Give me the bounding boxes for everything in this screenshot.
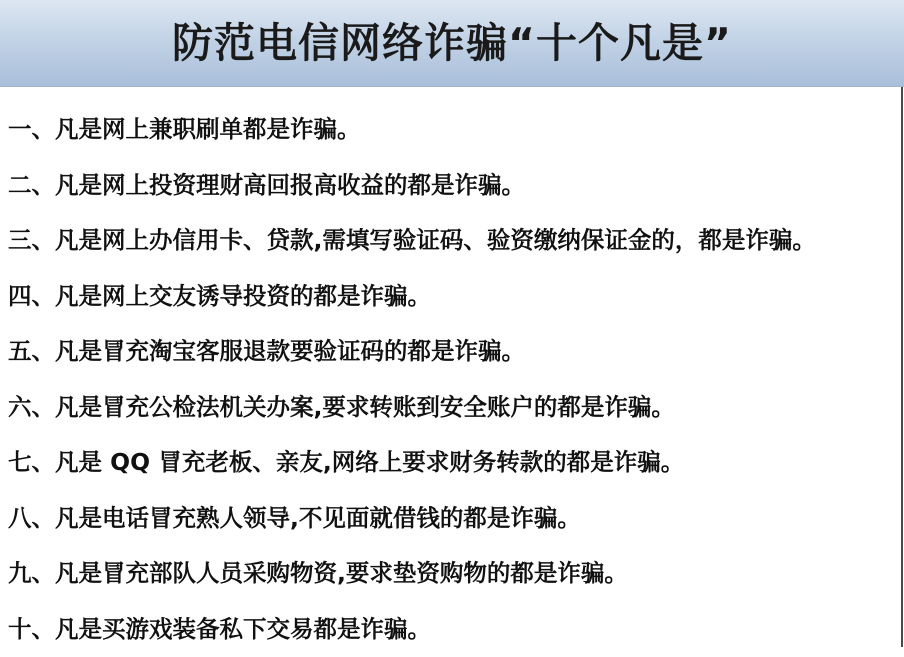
warning-item-6: 六、凡是冒充公检法机关办案,要求转账到安全账户的都是诈骗。: [8, 380, 900, 436]
warning-item-2: 二、凡是网上投资理财高回报高收益的都是诈骗。: [8, 158, 900, 214]
title-banner: [0, 0, 904, 87]
warning-item-5: 五、凡是冒充淘宝客服退款要验证码的都是诈骗。: [8, 324, 900, 380]
warning-item-7: 七、凡是 QQ 冒充老板、亲友,网络上要求财务转款的都是诈骗。: [8, 435, 900, 491]
warning-item-8: 八、凡是电话冒充熟人领导,不见面就借钱的都是诈骗。: [8, 491, 900, 547]
warning-list: [8, 102, 900, 657]
warning-item-10: 十、凡是买游戏装备私下交易都是诈骗。: [8, 602, 900, 657]
right-border-line: [901, 87, 903, 647]
warning-item-9: 九、凡是冒充部队人员采购物资,要求垫资购物的都是诈骗。: [8, 546, 900, 602]
warning-item-4: 四、凡是网上交友诱导投资的都是诈骗。: [8, 269, 900, 325]
page-title: 防范电信网络诈骗“十个凡是”: [0, 0, 904, 87]
warning-item-1: 一、凡是网上兼职刷单都是诈骗。: [8, 102, 900, 158]
warning-item-3: 三、凡是网上办信用卡、贷款,需填写验证码、验资缴纳保证金的，都是诈骗。: [8, 213, 900, 269]
